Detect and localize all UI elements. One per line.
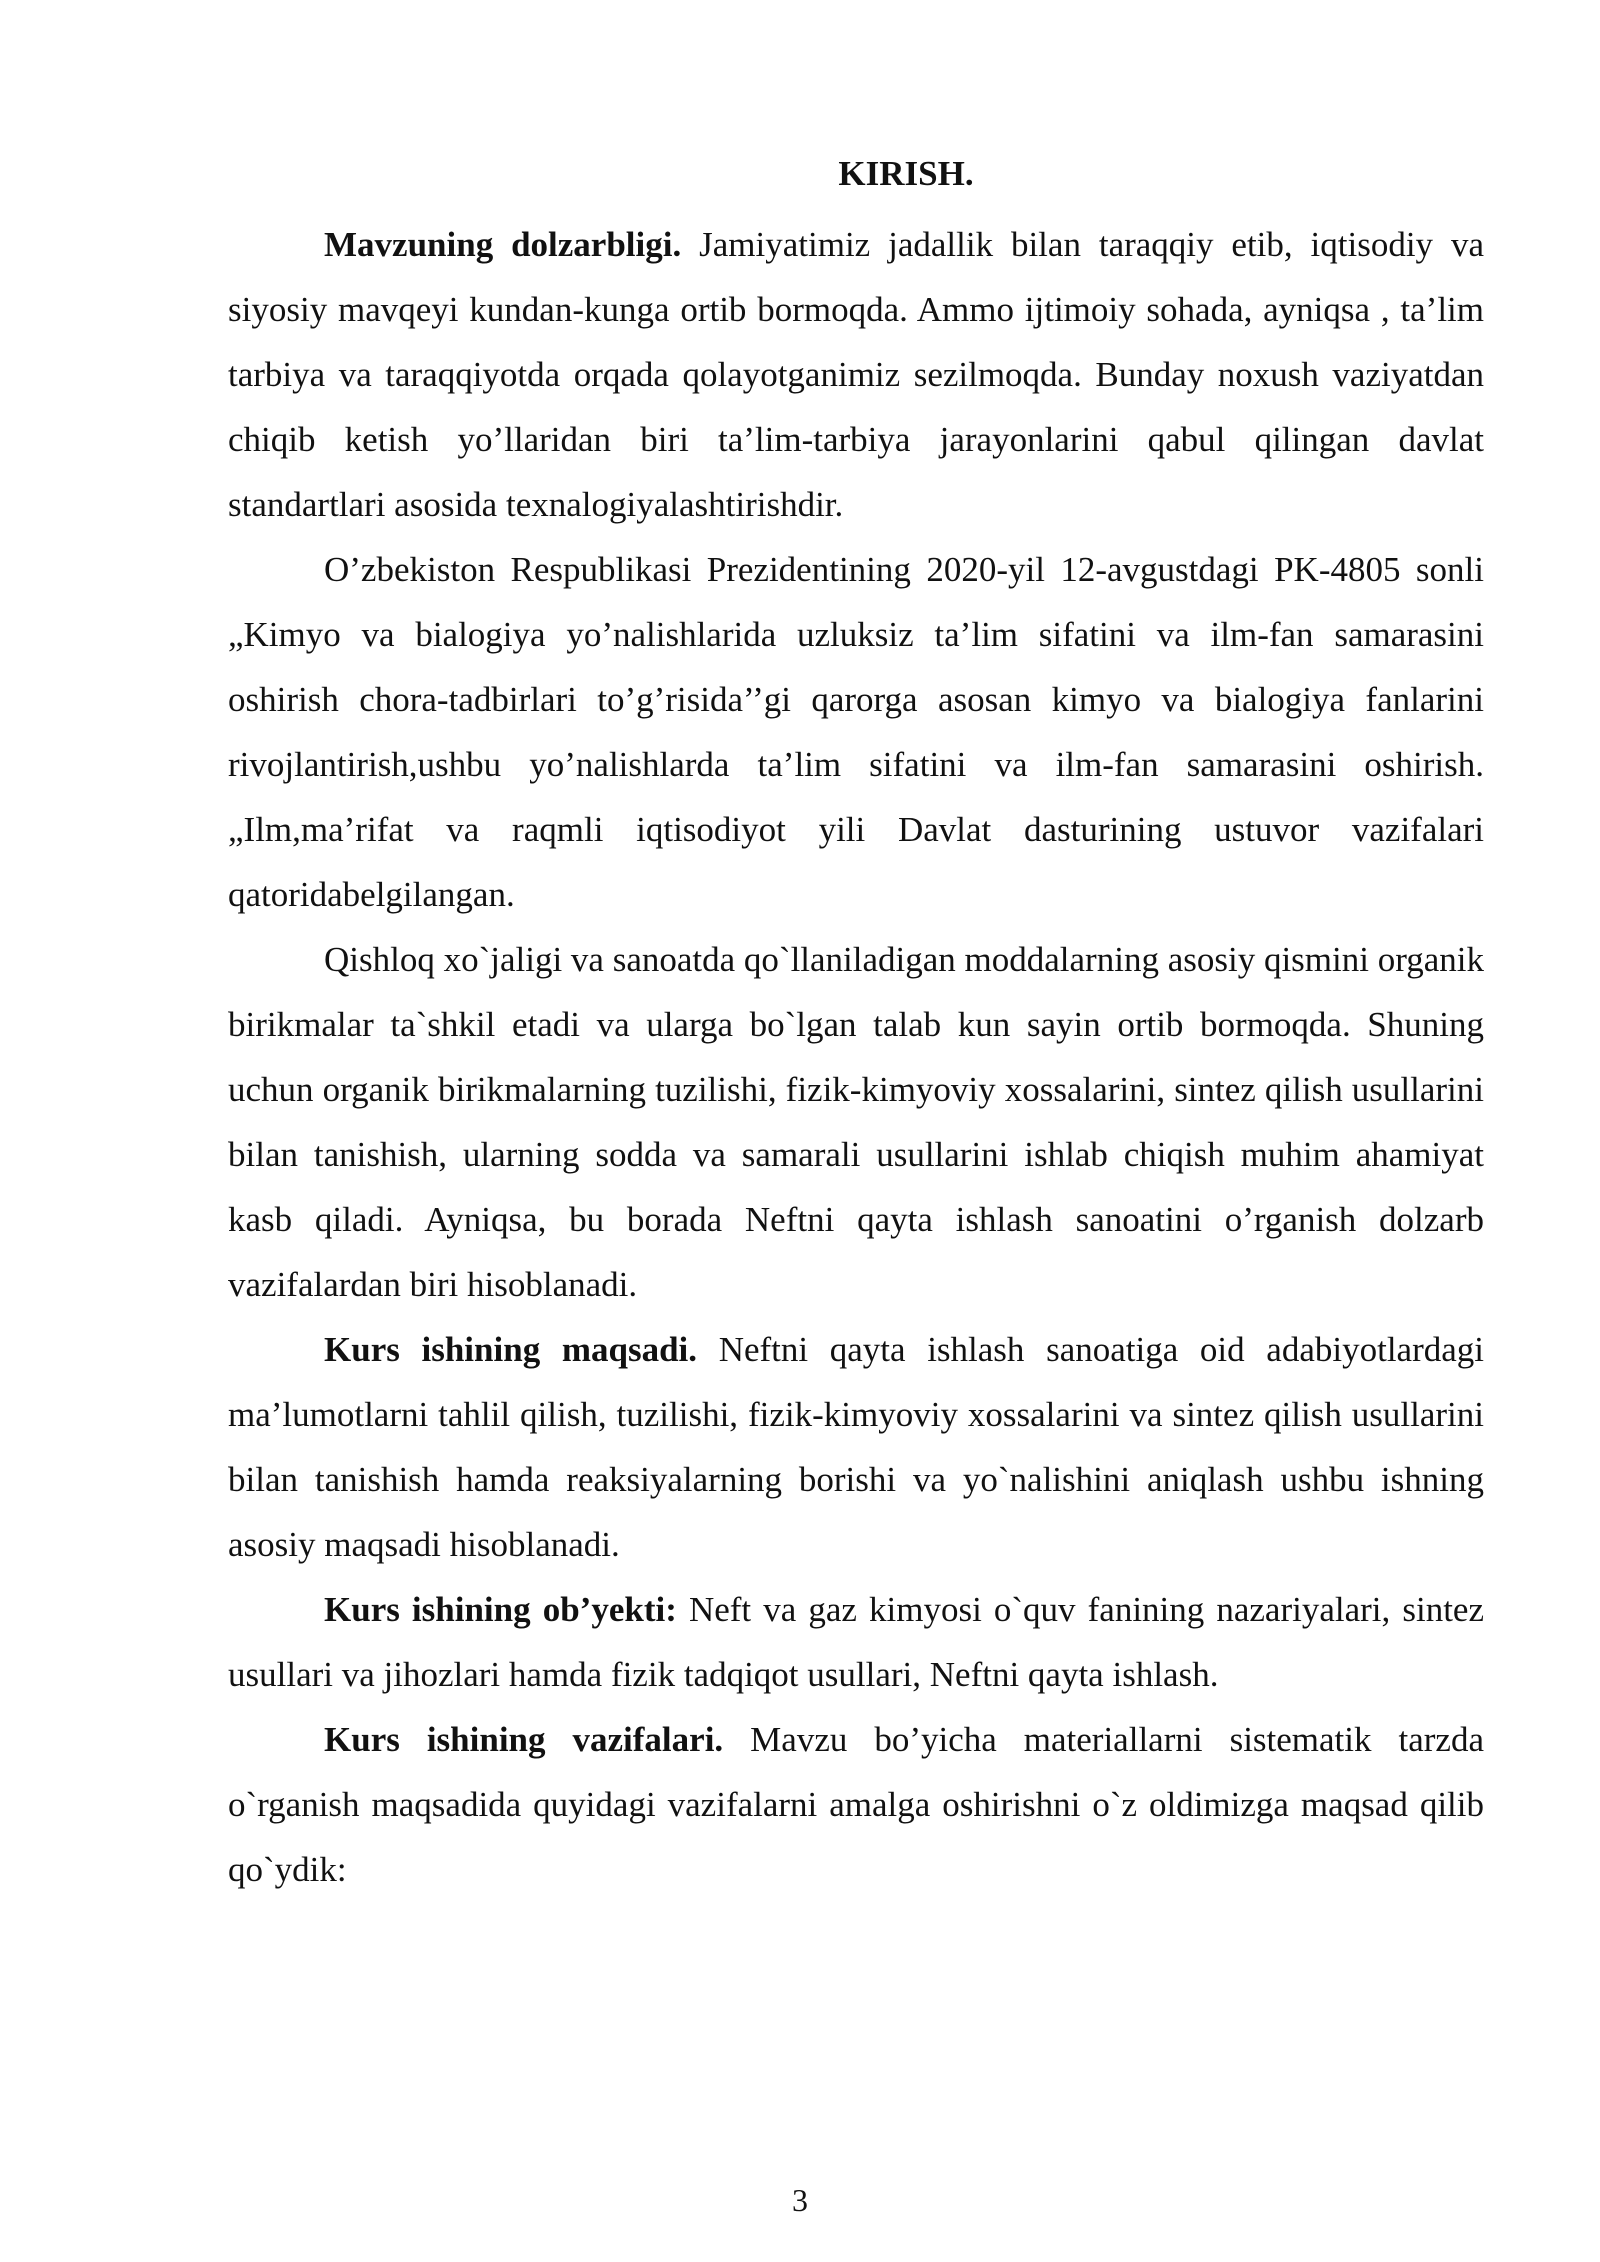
paragraph-organic-compounds: [228, 927, 1484, 1317]
page-number: 3: [792, 2182, 808, 2218]
paragraph-text: Qishloq xo`jaligi va sanoatda qo`llaniladigan moddalarning asosiy qismini organik birikmalar ta`shkil etadi va ularga bo`lgan talab kun sayin ortib bormoqda. Shuning uchun organik birikmalarning tuzilishi, fizik-kimyoviy xossalarini, sintez qilish usullarini bilan tanishish, ularning sodda va samarali usullarini ishlab chiqish muhim ahamiyat kasb qiladi. Ayniqsa, bu borada Neftni qayta ishlash sanoatini o’rganish dolzarb vazifalardan biri hisoblanadi.: [228, 940, 1484, 1304]
paragraph-text: Neft va gaz kimyosi o`quv fanining nazariyalari, sintez usullari va jihozlari hamda fizik tadqiqot usullari, Neftni qayta ishlash.: [228, 1590, 1484, 1694]
paragraph-text: Jamiyatimiz jadallik bilan taraqqiy etib, iqtisodiy va siyosiy mavqeyi kundan-kunga ortib bormoqda. Ammo ijtimoiy sohada, ayniqsa , ta’lim tarbiya va taraqqiyotda orqada qolayotganimiz sezilmoqda. Bunday noxush vaziyatdan chiqib ketish yo’llaridan biri ta’lim-tarbiya jarayonlarini qabul qilingan davlat standartlari asosida texnalogiyalashtirishdir.: [228, 225, 1484, 524]
paragraph-text: Mavzu bo’yicha materiallarni sistematik tarzda o`rganish maqsadida quyidagi vazifalarni amalga oshirishni o`z oldimizga maqsad qilib qo`ydik:: [228, 1720, 1484, 1889]
paragraph-text: O’zbekiston Respublikasi Prezidentining 2020-yil 12-avgustdagi PK-4805 sonli „Kimyo va bialogiya yo’nalishlarida uzluksiz ta’lim sifatini va ilm-fan samarasini oshirish chora-tadbirlari to’g’risida’’gi qarorga asosan kimyo va bialogiya fanlarini rivojlantirish,ushbu yo’nalishlarda ta’lim sifatini va ilm-fan samarasini oshirish. „Ilm,ma’rifat va raqmli iqtisodiyot yili Davlat dasturining ustuvor vazifalari qatoridabelgilangan.: [228, 550, 1484, 914]
paragraph-goal: [228, 1317, 1484, 1577]
paragraph-lead: Kurs ishining ob’yekti:: [324, 1590, 677, 1629]
paragraph-tasks: [228, 1707, 1484, 1902]
document-title: KIRISH.: [838, 154, 974, 193]
paragraph-object: [228, 1577, 1484, 1707]
paragraph-lead: Kurs ishining maqsadi.: [324, 1330, 698, 1369]
paragraph-text: Neftni qayta ishlash sanoatiga oid adabiyotlardagi ma’lumotlarni tahlil qilish, tuzilishi, fizik-kimyoviy xossalarini va sintez qilish usullarini bilan tanishish hamda reaksiyalarning borishi va yo`nalishini aniqlash ushbu ishning asosiy maqsadi hisoblanadi.: [228, 1330, 1484, 1564]
paragraph-relevance: [228, 212, 1484, 537]
paragraph-lead: Mavzuning dolzarbligi.: [324, 225, 682, 264]
paragraph-decree: [228, 537, 1484, 927]
document-page: [228, 148, 1484, 1902]
paragraph-lead: Kurs ishining vazifalari.: [324, 1720, 724, 1759]
